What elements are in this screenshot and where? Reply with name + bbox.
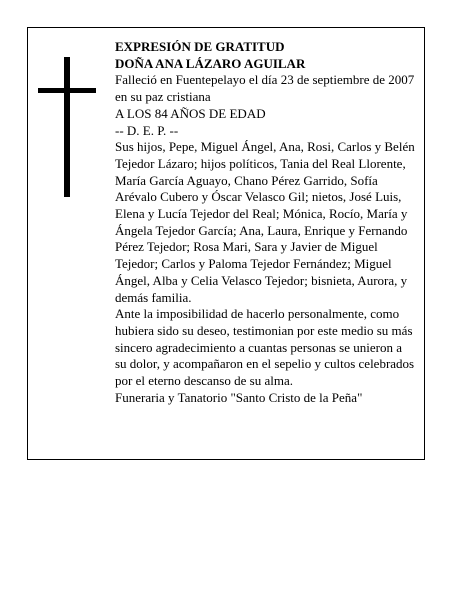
obituary-notice — [27, 27, 425, 460]
death-info: Falleció en Fuentepelayo el día 23 de septiembre de 2007 en su paz cristiana — [115, 72, 415, 105]
notice-text — [115, 39, 415, 406]
deceased-name: DOÑA ANA LÁZARO AGUILAR — [115, 55, 306, 71]
cross-vertical-bar — [64, 57, 70, 197]
cross-horizontal-bar — [38, 88, 96, 93]
funeral-home: Funeraria y Tanatorio "Santo Cristo de la Peña" — [115, 389, 363, 405]
rip-line: -- D. E. P. -- — [115, 122, 179, 138]
cross-icon — [38, 57, 96, 197]
age-line: A LOS 84 AÑOS DE EDAD — [115, 105, 266, 121]
notice-title: EXPRESIÓN DE GRATITUD — [115, 39, 285, 54]
gratitude-text: Ante la imposibilidad de hacerlo personalmente, como hubiera sido su deseo, testimonian por este medio su más sincero agradecimiento a cuantas personas se unieron a su dolor, y acompañaron en el sepelio y cultos celebrados por el eterno descanso de su alma. — [115, 306, 415, 389]
family-list: Sus hijos, Pepe, Miguel Ángel, Ana, Rosi, Carlos y Belén Tejedor Lázaro; hijos políticos, Tania del Real Llorente, María García Aguayo, Chano Pérez Garrido, Sofía Arévalo Cubero y Óscar Velasco Gil; nietos, José Luis, Elena y Lucía Tejedor del Real; Mónica, Rocío, María y Ángela Tejedor García; Ana, Laura, Enrique y Fernando Pérez Tejedor; Rosa Mari, Sara y Javier de Miguel Tejedor; Carlos y Paloma Tejedor Fernández; Miguel Ángel, Alba y Celia Velasco Tejedor; bisnieta, Aurora, y demás familia. — [115, 139, 415, 305]
